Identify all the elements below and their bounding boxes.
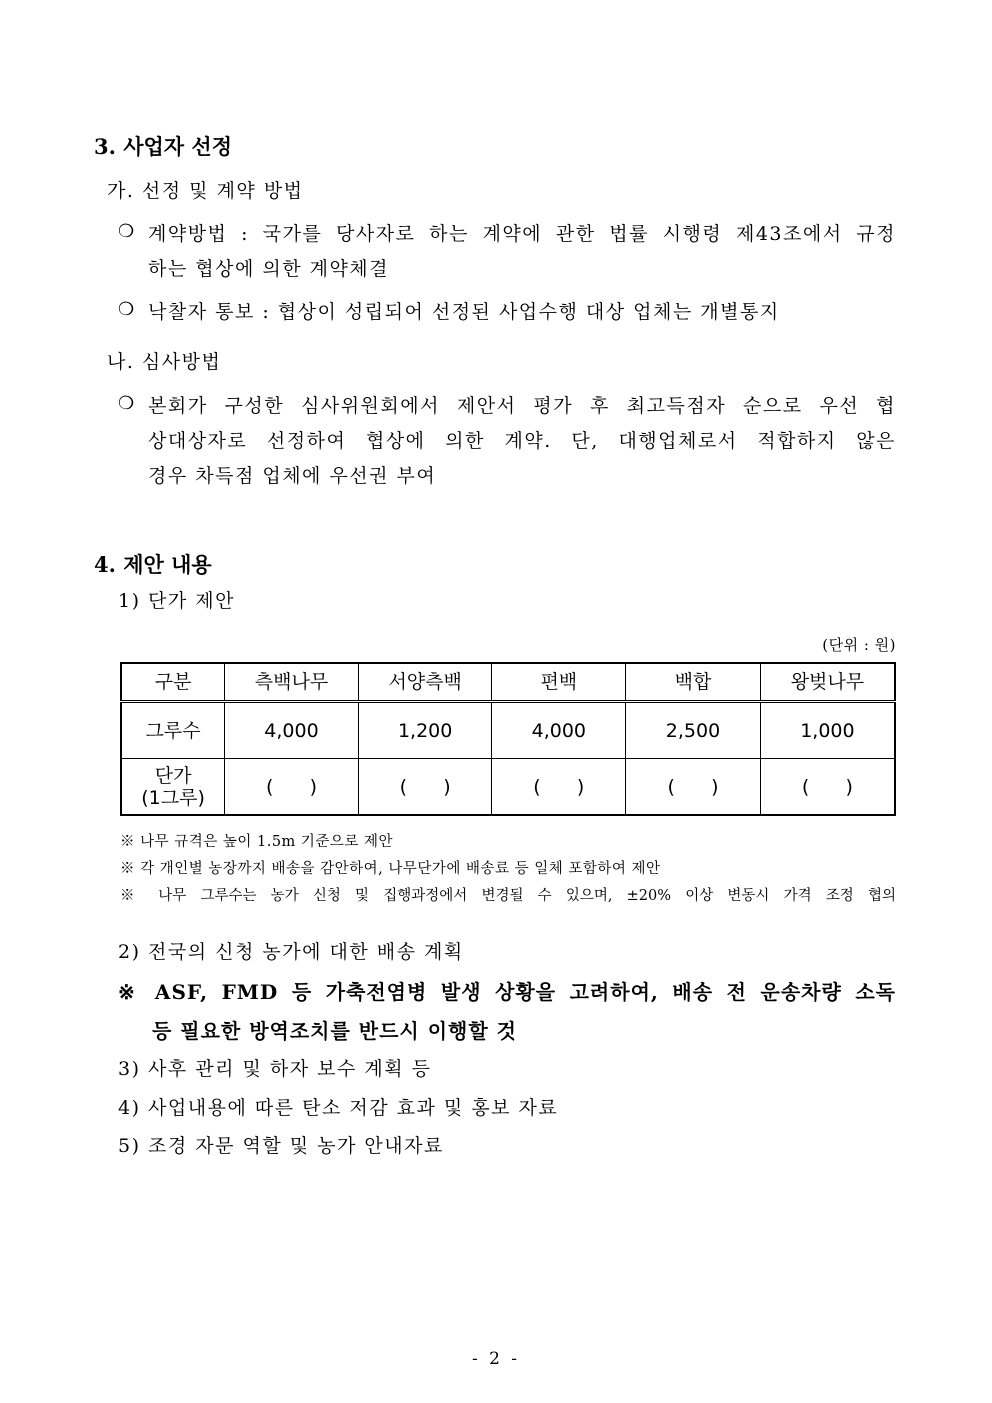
row-label: 그루수	[121, 702, 225, 759]
bullet-icon: ❍	[118, 221, 135, 242]
unit-note: (단위 : 원)	[822, 636, 896, 654]
item-4-carbon: 4) 사업내용에 따른 탄소 저감 효과 및 홍보 자료	[118, 1097, 559, 1119]
unit-price-table	[120, 662, 896, 816]
table-row-price	[121, 759, 895, 816]
table-header-cell: 서양측백	[358, 663, 492, 702]
warning-line1: ※ ASF, FMD 등 가축전염병 발생 상황을 고려하여, 배송 전 운송차량 소독	[118, 980, 896, 1004]
winner-notice-line: 낙찰자 통보 : 협상이 성립되어 선정된 사업수행 대상 업체는 개별통지	[148, 301, 780, 323]
price-input-cell[interactable]: ( )	[760, 759, 895, 816]
section-3-heading: 3. 사업자 선정	[94, 134, 232, 159]
table-cell: 1,000	[760, 702, 895, 759]
row-label	[121, 759, 225, 816]
table-row-count	[121, 702, 895, 759]
table-cell: 4,000	[492, 702, 626, 759]
bullet-icon: ❍	[118, 393, 135, 414]
table-cell: 4,000	[225, 702, 359, 759]
row-label-line2: (1그루)	[141, 786, 205, 809]
warning-line2: 등 필요한 방역조치를 반드시 이행할 것	[152, 1019, 517, 1043]
bullet-icon: ❍	[118, 299, 135, 320]
price-input-cell[interactable]: ( )	[358, 759, 492, 816]
item-3-aftercare: 3) 사후 관리 및 하자 보수 계획 등	[118, 1058, 432, 1080]
subsection-a-title: 가. 선정 및 계약 방법	[107, 180, 304, 202]
row-label-line1: 단가	[154, 764, 192, 787]
note-2: ※ 각 개인별 농장까지 배송을 감안하여, 나무단가에 배송료 등 일체 포함하여 제안	[120, 861, 661, 877]
contract-method-line2: 하는 협상에 의한 계약체결	[148, 258, 390, 280]
price-input-cell[interactable]: ( )	[225, 759, 359, 816]
item-1-unit-price: 1) 단가 제안	[118, 590, 235, 612]
table-header-cell: 측백나무	[225, 663, 359, 702]
contract-method-line1: 계약방법 : 국가를 당사자로 하는 계약에 관한 법률 시행령 제43조에서 규정	[148, 223, 896, 245]
table-header-cell: 백합	[626, 663, 761, 702]
note-3: ※ 나무 그루수는 농가 신청 및 집행과정에서 변경될 수 있으며, ±20% 이상 변동시 가격 조정 협의	[120, 888, 896, 904]
review-method-line3: 경우 차득점 업체에 우선권 부여	[148, 465, 437, 487]
item-5-advisory: 5) 조경 자문 역할 및 농가 안내자료	[118, 1135, 444, 1157]
section-4-heading: 4. 제안 내용	[94, 552, 212, 577]
price-input-cell[interactable]: ( )	[492, 759, 626, 816]
subsection-b-title: 나. 심사방법	[107, 351, 222, 373]
review-method-line2: 상대상자로 선정하여 협상에 의한 계약. 단, 대행업체로서 적합하지 않은	[148, 430, 896, 452]
price-input-cell[interactable]: ( )	[626, 759, 761, 816]
table-cell: 1,200	[358, 702, 492, 759]
table-header-cell: 구분	[121, 663, 225, 702]
note-1: ※ 나무 규격은 높이 1.5m 기준으로 제안	[120, 834, 394, 850]
table-header-cell: 편백	[492, 663, 626, 702]
item-2-delivery: 2) 전국의 신청 농가에 대한 배송 계획	[118, 941, 464, 963]
table-header-row	[121, 663, 895, 702]
page-number: - 2 -	[471, 1349, 521, 1369]
review-method-line1: 본회가 구성한 심사위원회에서 제안서 평가 후 최고득점자 순으로 우선 협	[148, 395, 896, 417]
table-cell: 2,500	[626, 702, 761, 759]
table-header-cell: 왕벚나무	[760, 663, 895, 702]
